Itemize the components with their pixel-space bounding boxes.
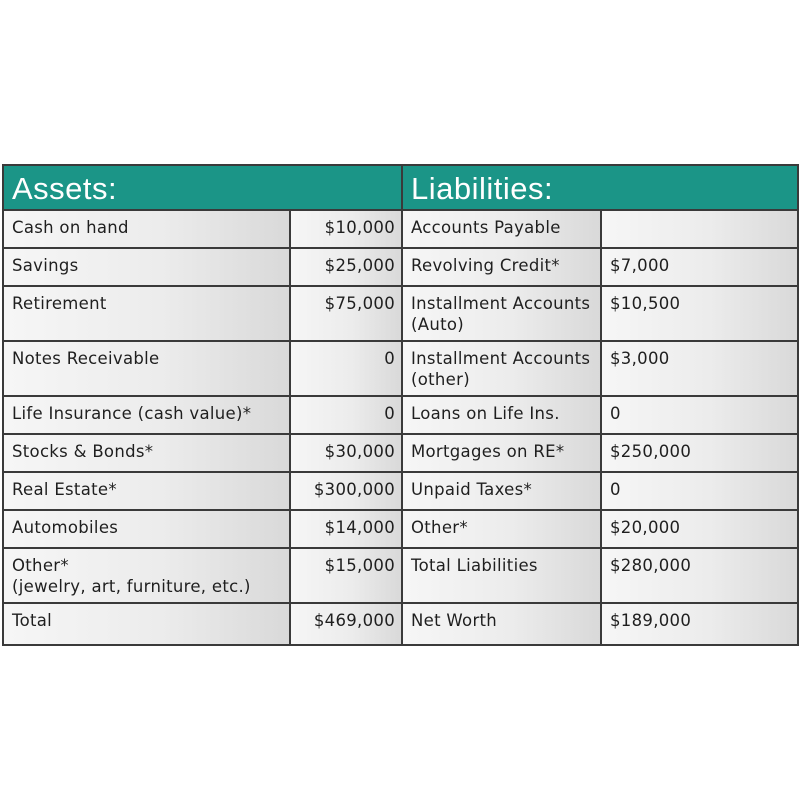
table-row <box>3 548 798 603</box>
asset-total-value: $469,000 <box>290 603 402 645</box>
asset-value: $10,000 <box>290 210 402 248</box>
liability-label: Loans on Life Ins. <box>402 396 601 434</box>
asset-label: Retirement <box>3 286 290 341</box>
total-row <box>3 603 798 645</box>
liability-value: $20,000 <box>601 510 798 548</box>
asset-note: (jewelry, art, furniture, etc.) <box>12 577 251 596</box>
liability-value: $250,000 <box>601 434 798 472</box>
liability-label: Mortgages on RE* <box>402 434 601 472</box>
asset-label: Other* <box>12 556 69 575</box>
asset-label: Life Insurance (cash value)* <box>3 396 290 434</box>
header-row <box>3 165 798 210</box>
asset-value: 0 <box>290 341 402 396</box>
liability-value: $7,000 <box>601 248 798 286</box>
asset-value: $75,000 <box>290 286 402 341</box>
liability-value: 0 <box>601 472 798 510</box>
net-worth-value: $189,000 <box>601 603 798 645</box>
asset-label: Savings <box>3 248 290 286</box>
liability-label: Total Liabilities <box>402 548 601 603</box>
asset-total-label: Total <box>3 603 290 645</box>
liability-value: 0 <box>601 396 798 434</box>
asset-label: Cash on hand <box>3 210 290 248</box>
liability-value: $280,000 <box>601 548 798 603</box>
asset-label: Notes Receivable <box>3 341 290 396</box>
liability-label: Accounts Payable <box>402 210 601 248</box>
liabilities-header: Liabilities: <box>402 165 798 210</box>
balance-sheet <box>0 164 800 634</box>
asset-label: Real Estate* <box>3 472 290 510</box>
liability-label: Installment Accounts (Auto) <box>402 286 601 341</box>
liability-label: Revolving Credit* <box>402 248 601 286</box>
liability-value: $3,000 <box>601 341 798 396</box>
asset-value: $14,000 <box>290 510 402 548</box>
table-row <box>3 286 798 341</box>
asset-value: $25,000 <box>290 248 402 286</box>
balance-sheet-table <box>2 164 799 646</box>
table-row <box>3 341 798 396</box>
table-row <box>3 434 798 472</box>
assets-header: Assets: <box>3 165 402 210</box>
liability-label: Other* <box>402 510 601 548</box>
asset-label: Automobiles <box>3 510 290 548</box>
table-row <box>3 472 798 510</box>
asset-label: Stocks & Bonds* <box>3 434 290 472</box>
table-row <box>3 248 798 286</box>
liability-label: Unpaid Taxes* <box>402 472 601 510</box>
asset-value: $300,000 <box>290 472 402 510</box>
asset-value: $15,000 <box>290 548 402 603</box>
asset-label-with-note <box>3 548 290 603</box>
table-row <box>3 210 798 248</box>
liability-value: $10,500 <box>601 286 798 341</box>
net-worth-label: Net Worth <box>402 603 601 645</box>
table-row <box>3 510 798 548</box>
table-row <box>3 396 798 434</box>
liability-label: Installment Accounts (other) <box>402 341 601 396</box>
liability-value <box>601 210 798 248</box>
asset-value: 0 <box>290 396 402 434</box>
asset-value: $30,000 <box>290 434 402 472</box>
